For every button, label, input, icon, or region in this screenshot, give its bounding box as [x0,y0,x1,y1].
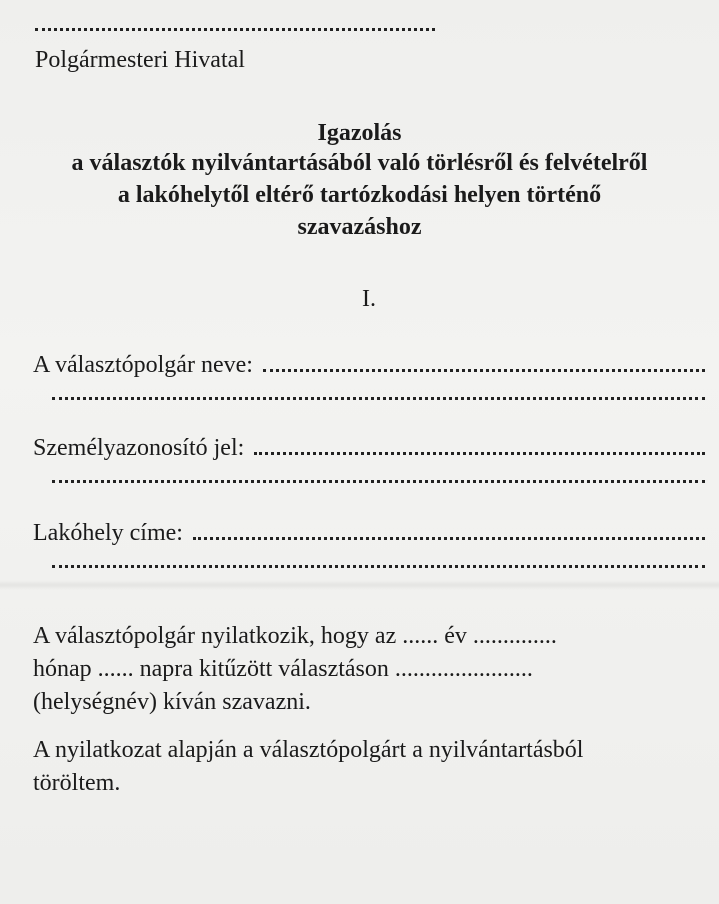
form-subtitle-line-1: a választók nyilvántartásából való törlésről és felvételről [71,150,648,176]
declaration-line-1: A választópolgár nyilatkozik, hogy az ...... év .............. [33,623,557,649]
address-field-continuation[interactable] [52,565,705,568]
name-field-label: A választópolgár neve: [33,352,253,378]
form-subtitle-line-2: a lakóhelytől eltérő tartózkodási helyen történő [117,182,602,208]
id-field-row [33,432,705,463]
statement-line-2: töröltem. [33,770,121,796]
name-field-continuation[interactable] [52,397,705,400]
declaration-line-2: hónap ...... napra kitűzött választáson ....................... [33,656,533,682]
address-field-row [33,517,705,548]
id-field-label: Személyazonosító jel: [33,435,245,461]
paper-fold [0,580,719,590]
declaration-line-3: (helységnév) kíván szavazni. [33,689,311,715]
office-name: Polgármesteri Hivatal [35,47,245,73]
form-subtitle-line-3: szavazáshoz [297,214,422,240]
office-dotted-line [35,28,435,31]
id-field-input[interactable] [254,432,705,455]
statement-line-1: A nyilatkozat alapján a választópolgárt a nyilvántartásból [33,737,584,763]
address-field-label: Lakóhely címe: [33,520,183,546]
name-field-input[interactable] [263,349,705,372]
name-field-row [33,349,705,380]
form-title: Igazolás [317,120,402,146]
address-field-input[interactable] [193,517,705,540]
id-field-continuation[interactable] [52,480,705,483]
section-number: I. [362,286,376,312]
